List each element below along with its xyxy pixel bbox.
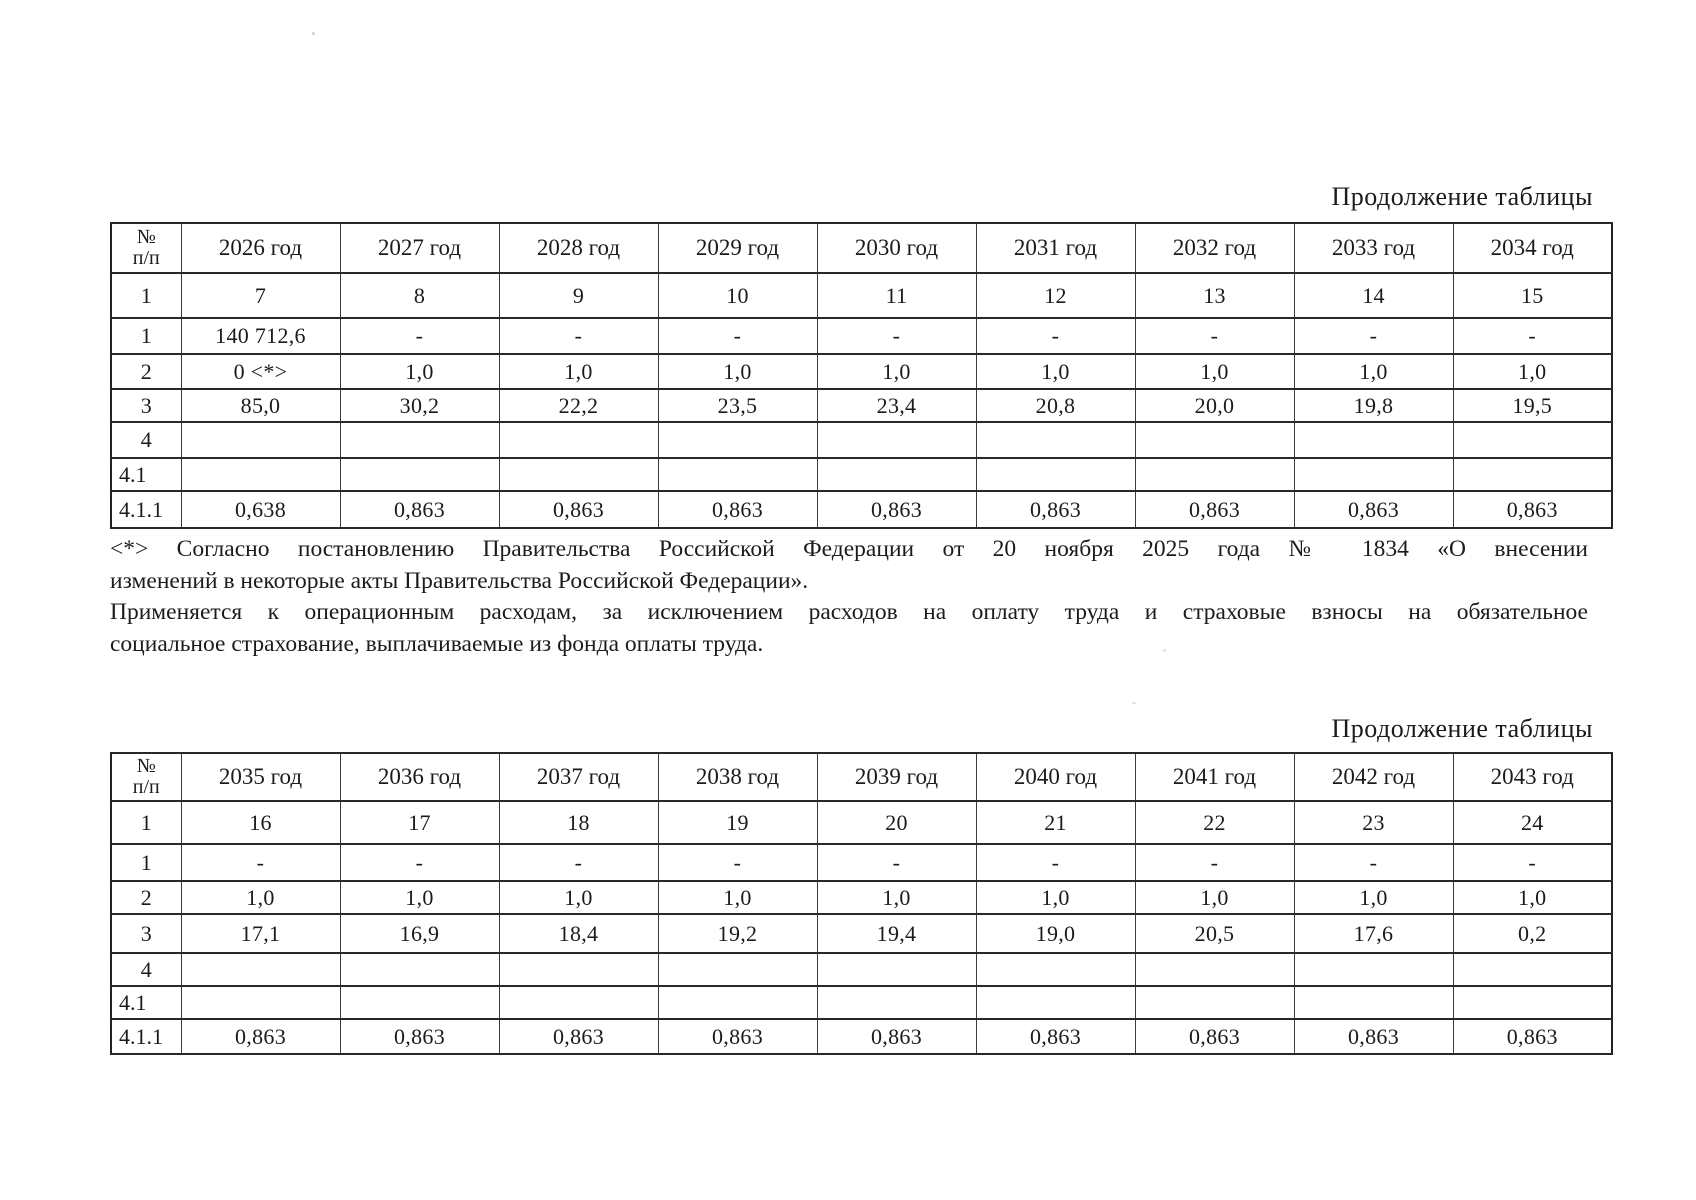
table-years-2035-2043: [110, 752, 1613, 1055]
year-header-cell: 2041 год: [1135, 753, 1294, 801]
data-cell: 0,2: [1453, 914, 1612, 953]
year-header-cell: 2043 год: [1453, 753, 1612, 801]
data-cell: [976, 986, 1135, 1019]
data-cell: 23: [1294, 801, 1453, 844]
data-cell: [181, 422, 340, 458]
data-cell: 19,0: [976, 914, 1135, 953]
data-cell: [1294, 458, 1453, 491]
data-cell: [181, 953, 340, 986]
table-row: [111, 914, 1612, 953]
data-cell: 19,5: [1453, 389, 1612, 422]
data-cell: [1135, 953, 1294, 986]
row-number-cell: 1: [111, 844, 181, 881]
data-cell: [181, 986, 340, 1019]
data-cell: 11: [817, 273, 976, 318]
data-cell: [1294, 422, 1453, 458]
data-cell: 12: [976, 273, 1135, 318]
row-number-cell: 1: [111, 318, 181, 354]
footnote-line-3: Применяется к операционным расходам, за исключением расходов на оплату труда и страховые взносы на обязательное: [110, 599, 1588, 625]
data-cell: 1,0: [340, 881, 499, 914]
corner-header-bottom: п/п: [132, 247, 160, 269]
row-number-cell: 4.1.1: [111, 491, 181, 528]
data-cell: 1,0: [658, 354, 817, 389]
data-cell: 20,5: [1135, 914, 1294, 953]
table-row: [111, 844, 1612, 881]
table-row: [111, 354, 1612, 389]
data-cell: 19,2: [658, 914, 817, 953]
year-header-cell: 2035 год: [181, 753, 340, 801]
footnote-paragraph: [110, 534, 1588, 660]
data-cell: -: [1453, 844, 1612, 881]
data-cell: 9: [499, 273, 658, 318]
year-header-cell: 2038 год: [658, 753, 817, 801]
data-cell: 18: [499, 801, 658, 844]
data-cell: 0,863: [658, 1019, 817, 1054]
data-cell: 0,863: [1453, 1019, 1612, 1054]
year-header-cell: 2036 год: [340, 753, 499, 801]
data-cell: [499, 422, 658, 458]
data-cell: -: [658, 318, 817, 354]
data-cell: [1135, 458, 1294, 491]
data-cell: 1,0: [340, 354, 499, 389]
data-cell: 0,863: [499, 1019, 658, 1054]
data-cell: -: [340, 318, 499, 354]
data-cell: -: [1294, 844, 1453, 881]
data-cell: 0,863: [340, 491, 499, 528]
scan-speck: [312, 32, 315, 35]
row-number-cell: 4.1: [111, 458, 181, 491]
data-cell: 1,0: [1135, 881, 1294, 914]
data-cell: 1,0: [499, 881, 658, 914]
data-cell: 17,1: [181, 914, 340, 953]
data-cell: 21: [976, 801, 1135, 844]
table1-caption: Продолжение таблицы: [1331, 182, 1593, 211]
year-header-cell: 2030 год: [817, 223, 976, 273]
data-cell: 1,0: [1294, 354, 1453, 389]
data-cell: 0,863: [817, 1019, 976, 1054]
data-cell: 19: [658, 801, 817, 844]
table-row: [111, 986, 1612, 1019]
data-cell: 0,863: [1453, 491, 1612, 528]
year-header-cell: 2029 год: [658, 223, 817, 273]
data-cell: [181, 458, 340, 491]
corner-header-bottom: п/п: [132, 776, 160, 798]
data-cell: 0,863: [976, 491, 1135, 528]
data-cell: 19,4: [817, 914, 976, 953]
row-number-cell: 1: [111, 801, 181, 844]
data-cell: 10: [658, 273, 817, 318]
corner-header-cell: [111, 223, 181, 273]
data-cell: [1453, 422, 1612, 458]
data-cell: [976, 422, 1135, 458]
data-cell: -: [1135, 318, 1294, 354]
data-cell: 1,0: [1453, 354, 1612, 389]
table-row: [111, 389, 1612, 422]
table-row: [111, 1019, 1612, 1054]
corner-header-top: №: [136, 226, 156, 248]
year-header-cell: 2032 год: [1135, 223, 1294, 273]
data-cell: 1,0: [1294, 881, 1453, 914]
data-cell: 0,863: [1294, 1019, 1453, 1054]
row-number-cell: 2: [111, 354, 181, 389]
data-cell: [340, 422, 499, 458]
data-cell: 1,0: [658, 881, 817, 914]
data-cell: 18,4: [499, 914, 658, 953]
row-number-cell: 4: [111, 953, 181, 986]
data-cell: 85,0: [181, 389, 340, 422]
year-header-cell: 2037 год: [499, 753, 658, 801]
data-cell: 20,8: [976, 389, 1135, 422]
data-cell: 15: [1453, 273, 1612, 318]
data-cell: [1294, 986, 1453, 1019]
scan-speck: [1163, 649, 1166, 652]
data-cell: 1,0: [817, 881, 976, 914]
year-header-cell: 2039 год: [817, 753, 976, 801]
table-row: [111, 953, 1612, 986]
data-cell: [817, 986, 976, 1019]
data-cell: -: [1294, 318, 1453, 354]
data-cell: 140 712,6: [181, 318, 340, 354]
data-cell: [976, 953, 1135, 986]
data-cell: [1453, 986, 1612, 1019]
year-header-cell: 2031 год: [976, 223, 1135, 273]
data-cell: 1,0: [499, 354, 658, 389]
data-cell: [340, 458, 499, 491]
data-cell: [658, 953, 817, 986]
row-number-cell: 4: [111, 422, 181, 458]
data-cell: 0,638: [181, 491, 340, 528]
footnote-line-4: социальное страхование, выплачиваемые из фонда оплаты труда.: [110, 630, 764, 657]
data-cell: 0,863: [181, 1019, 340, 1054]
data-cell: [817, 422, 976, 458]
data-cell: 0,863: [1294, 491, 1453, 528]
table-row: [111, 801, 1612, 844]
row-number-cell: 2: [111, 881, 181, 914]
data-cell: [1135, 422, 1294, 458]
data-cell: 24: [1453, 801, 1612, 844]
data-cell: [658, 458, 817, 491]
data-cell: 17: [340, 801, 499, 844]
data-cell: 19,8: [1294, 389, 1453, 422]
row-number-cell: 3: [111, 914, 181, 953]
year-header-cell: 2040 год: [976, 753, 1135, 801]
table2-caption: Продолжение таблицы: [1331, 714, 1593, 743]
table-row: [111, 491, 1612, 528]
data-cell: [499, 953, 658, 986]
year-header-cell: 2042 год: [1294, 753, 1453, 801]
data-cell: -: [1453, 318, 1612, 354]
data-cell: [1294, 953, 1453, 986]
data-cell: 0,863: [499, 491, 658, 528]
data-cell: 1,0: [181, 881, 340, 914]
corner-header-cell: [111, 753, 181, 801]
data-cell: 1,0: [976, 881, 1135, 914]
data-cell: [658, 986, 817, 1019]
footnote-line-1: <*> Согласно постановлению Правительства Российской Федерации от 20 ноября 2025 года № 1834 «О внесении: [110, 536, 1588, 562]
data-cell: -: [499, 318, 658, 354]
data-cell: -: [658, 844, 817, 881]
data-cell: -: [1135, 844, 1294, 881]
data-cell: 1,0: [1135, 354, 1294, 389]
data-cell: 0,863: [1135, 491, 1294, 528]
data-cell: -: [817, 318, 976, 354]
table-row: [111, 422, 1612, 458]
year-header-cell: 2027 год: [340, 223, 499, 273]
year-header-cell: 2034 год: [1453, 223, 1612, 273]
data-cell: -: [340, 844, 499, 881]
data-cell: [340, 953, 499, 986]
data-cell: [1453, 458, 1612, 491]
footnote-line-2: изменений в некоторые акты Правительства Российской Федерации».: [110, 567, 809, 594]
data-cell: 22: [1135, 801, 1294, 844]
row-number-cell: 4.1: [111, 986, 181, 1019]
data-cell: 20: [817, 801, 976, 844]
corner-header-top: №: [136, 755, 156, 777]
data-cell: -: [817, 844, 976, 881]
table-row: [111, 458, 1612, 491]
data-cell: 22,2: [499, 389, 658, 422]
row-number-cell: 4.1.1: [111, 1019, 181, 1054]
data-cell: 20,0: [1135, 389, 1294, 422]
data-cell: 0,863: [340, 1019, 499, 1054]
row-number-cell: 3: [111, 389, 181, 422]
table-row: [111, 318, 1612, 354]
data-cell: 30,2: [340, 389, 499, 422]
data-cell: [817, 458, 976, 491]
data-cell: -: [976, 318, 1135, 354]
data-cell: -: [181, 844, 340, 881]
data-cell: 23,4: [817, 389, 976, 422]
data-cell: [976, 458, 1135, 491]
data-cell: 0 <*>: [181, 354, 340, 389]
table-row: [111, 881, 1612, 914]
data-cell: 0,863: [817, 491, 976, 528]
data-cell: 0,863: [658, 491, 817, 528]
data-cell: -: [499, 844, 658, 881]
row-number-cell: 1: [111, 273, 181, 318]
data-cell: 0,863: [976, 1019, 1135, 1054]
data-cell: [658, 422, 817, 458]
year-header-cell: 2026 год: [181, 223, 340, 273]
data-cell: [340, 986, 499, 1019]
data-cell: 1,0: [976, 354, 1135, 389]
data-cell: 13: [1135, 273, 1294, 318]
data-cell: 1,0: [1453, 881, 1612, 914]
data-cell: [1135, 986, 1294, 1019]
data-cell: -: [976, 844, 1135, 881]
data-cell: 1,0: [817, 354, 976, 389]
data-cell: [817, 953, 976, 986]
year-header-cell: 2028 год: [499, 223, 658, 273]
data-cell: [499, 458, 658, 491]
data-cell: 0,863: [1135, 1019, 1294, 1054]
data-cell: 17,6: [1294, 914, 1453, 953]
scan-speck: [1132, 702, 1136, 704]
data-cell: 16,9: [340, 914, 499, 953]
data-cell: [1453, 953, 1612, 986]
data-cell: 23,5: [658, 389, 817, 422]
data-cell: [499, 986, 658, 1019]
data-cell: 14: [1294, 273, 1453, 318]
data-cell: 16: [181, 801, 340, 844]
data-cell: 8: [340, 273, 499, 318]
year-header-cell: 2033 год: [1294, 223, 1453, 273]
table-row: [111, 273, 1612, 318]
data-cell: 7: [181, 273, 340, 318]
table-years-2026-2034: [110, 222, 1613, 529]
